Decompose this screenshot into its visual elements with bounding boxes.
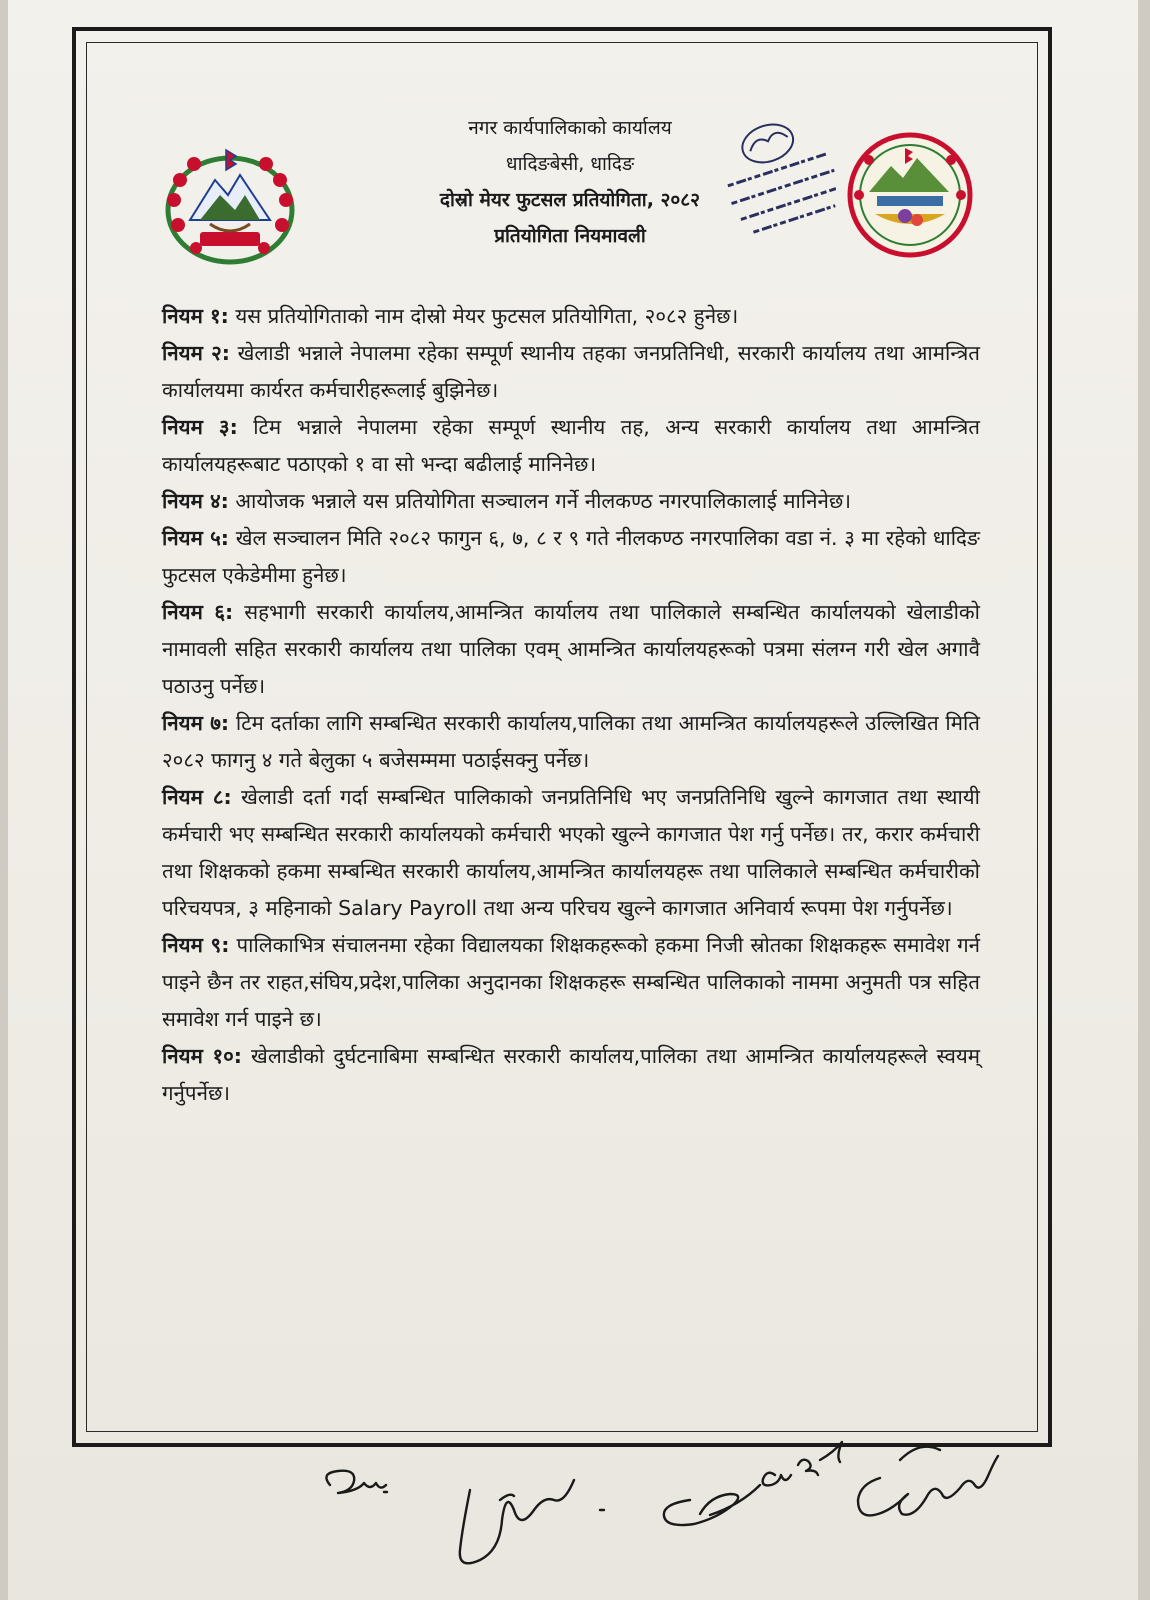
rule-label: नियम १: [162,304,229,328]
rule-label: नियम ८: [162,785,232,809]
rule-label: नियम २: [162,341,230,365]
rule-text: खेलाडी भन्नाले नेपालमा रहेका सम्पूर्ण स्थानीय तहका जनप्रतिनिधी, सरकारी कार्यालय तथा आमन्त्रित कार्यालयमा कार्यरत कर्मचारीहरूलाई बुझिनेछ। [162,341,980,402]
signature-2 [460,1480,604,1563]
signature-3 [664,1485,760,1525]
signature-5 [858,1447,998,1516]
rule-text: टिम भन्नाले नेपालमा रहेका सम्पूर्ण स्थानीय तह, अन्य सरकारी कार्यालय तथा आमन्त्रित कार्यालयहरूबाट पठाएको १ वा सो भन्दा बढीलाई मानिनेछ। [162,415,980,476]
rule-text: सहभागी सरकारी कार्यालय,आमन्त्रित कार्यालय तथा पालिकाले सम्बन्धित कार्यालयको खेलाडीको नामावली सहित सरकारी कार्यालय तथा पालिका एवम् आमन्त्रित कार्यालयहरूको पत्रमा संलग्न गरी खेल अगावै पठाउनु पर्नेछ। [162,600,980,698]
rule-label: नियम ७: [162,711,230,735]
office-name: नगर कार्यपालिकाको कार्यालय [468,117,672,139]
rule-label: नियम ३: [162,415,238,439]
rule-label: नियम १०: [162,1044,243,1068]
rule-text: यस प्रतियोगिताको नाम दोस्रो मेयर फुटसल प्रतियोगिता, २०८२ हुनेछ। [235,304,739,328]
office-location: धादिङबेसी, धादिङ [505,153,635,175]
rule-text: खेल सञ्चालन मिति २०८२ फागुन ६, ७, ८ र ९ गते नीलकण्ठ नगरपालिका वडा नं. ३ मा रहेको धादिङ फुटसल एकेडेमीमा हुनेछ। [162,526,980,587]
rule-label: नियम ४: [162,489,229,513]
rule-text: आयोजक भन्नाले यस प्रतियोगिता सञ्चालन गर्ने नीलकण्ठ नगरपालिकालाई मानिनेछ। [235,489,852,513]
rule-text: खेलाडी दर्ता गर्दा सम्बन्धित पालिकाको जनप्रतिनिधि भए जनप्रतिनिधि खुल्ने कागजात तथा स्थायी कर्मचारी भए सम्बन्धित सरकारी कार्यालयको कर्मचारी भएको खुल्ने कागजात पेश गर्नु पर्नेछ। तर, करार कर्मचारी तथा शिक्षकको हकमा सम्बन्धित सरकारी कार्यालय,आमन्त्रित कार्यालयहरू तथा पालिकाले सम्बन्धित कर्मचारीको परिचयपत्र, ३ महिनाको Salary Payroll तथा अन्य परिचय खुल्ने कागजात अनिवार्य रूपमा पेश गर्नुपर्नेछ। [162,785,980,920]
rule-text: खेलाडीको दुर्घटनाबिमा सम्बन्धित सरकारी कार्यालय,पालिका तथा आमन्त्रित कार्यालयहरूले स्वयम् गर्नुपर्नेछ। [162,1044,980,1105]
rule-label: नियम ९: [162,933,230,957]
document-title: प्रतियोगिता नियमावली [494,225,646,247]
rule-label: नियम ६: [162,600,234,624]
rule-text: पालिकाभित्र संचालनमा रहेका विद्यालयका शिक्षकहरूको हकमा निजी स्रोतका शिक्षकहरू समावेश गर्न पाइने छैन तर राहत,संघिय,प्रदेश,पालिका अनुदानका शिक्षकहरू सम्बन्धित पालिकाको नाममा अनुमती पत्र सहित समावेश गर्न पाइने छ। [162,933,980,1031]
competition-name: दोस्रो मेयर फुटसल प्रतियोगिता, २०८२ [439,189,701,211]
rule-label: नियम ५: [162,526,229,550]
signature-4 [763,1442,842,1485]
rule-text: टिम दर्ताका लागि सम्बन्धित सरकारी कार्यालय,पालिका तथा आमन्त्रित कार्यालयहरूले उल्लिखित मिति २०८२ फागनु ४ गते बेलुका ५ बजेसम्ममा पठाईसक्नु पर्नेछ। [162,711,980,772]
signature-1 [326,1471,387,1493]
